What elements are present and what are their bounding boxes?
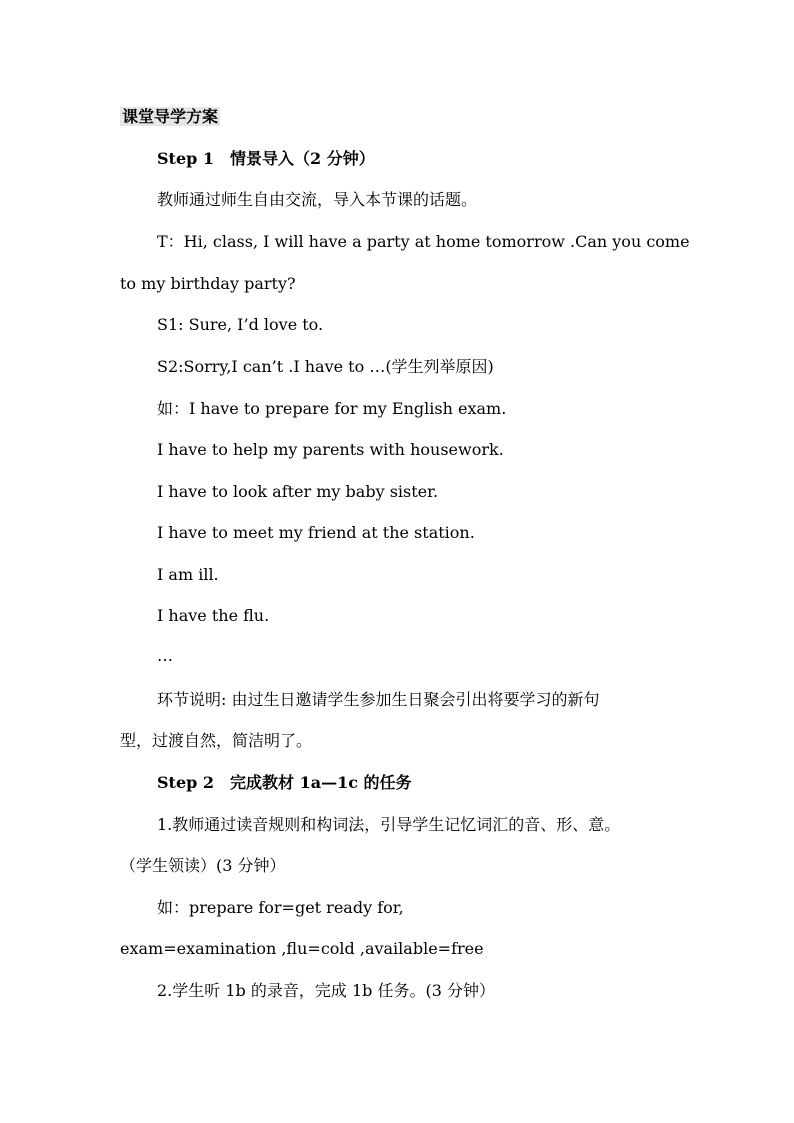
example-line-2: I have to help my parents with housework. <box>157 440 504 459</box>
note-line-1: 环节说明: 由过生日邀请学生参加生日聚会引出将要学习的新句 <box>157 690 600 709</box>
student2-line: S2:Sorry,I can’t .I have to …(学生列举原因) <box>157 357 494 376</box>
step1-title: Step 1 情景导入（2 分钟） <box>157 149 375 168</box>
teacher-line-2: to my birthday party? <box>120 274 296 293</box>
example-line-4: I have to meet my friend at the station. <box>157 523 475 542</box>
student1-line: S1: Sure, I’d love to. <box>157 315 324 334</box>
example-line-1: 如：I have to prepare for my English exam. <box>157 399 507 418</box>
step2-title: Step 2 完成教材 1a—1c 的任务 <box>157 773 412 792</box>
item1-line-1: 1.教师通过读音规则和构词法，引导学生记忆词汇的音、形、意。 <box>157 815 621 834</box>
example-line-3: I have to look after my baby sister. <box>157 482 439 501</box>
item2-line: 2.学生听 1b 的录音，完成 1b 任务。(3 分钟） <box>157 981 495 1000</box>
note-line-2: 型，过渡自然，简洁明了。 <box>120 731 313 750</box>
heading-text: 课堂导学方案 <box>122 107 219 126</box>
section-heading <box>120 107 220 127</box>
example-definition-2: exam=examination ,flu=cold ,available=free <box>120 939 484 958</box>
example-line-5: I am ill. <box>157 565 219 584</box>
paragraph-intro: 教师通过师生自由交流，导入本节课的话题。 <box>157 190 478 209</box>
ellipsis-line: … <box>157 646 173 665</box>
example-line-6: I have the flu. <box>157 606 270 625</box>
teacher-line-1: T：Hi, class, I will have a party at home tomorrow .Can you come <box>157 232 690 251</box>
example-definition-1: 如：prepare for=get ready for, <box>157 898 404 917</box>
item1-line-2: （学生领读）(3 分钟） <box>120 856 286 875</box>
